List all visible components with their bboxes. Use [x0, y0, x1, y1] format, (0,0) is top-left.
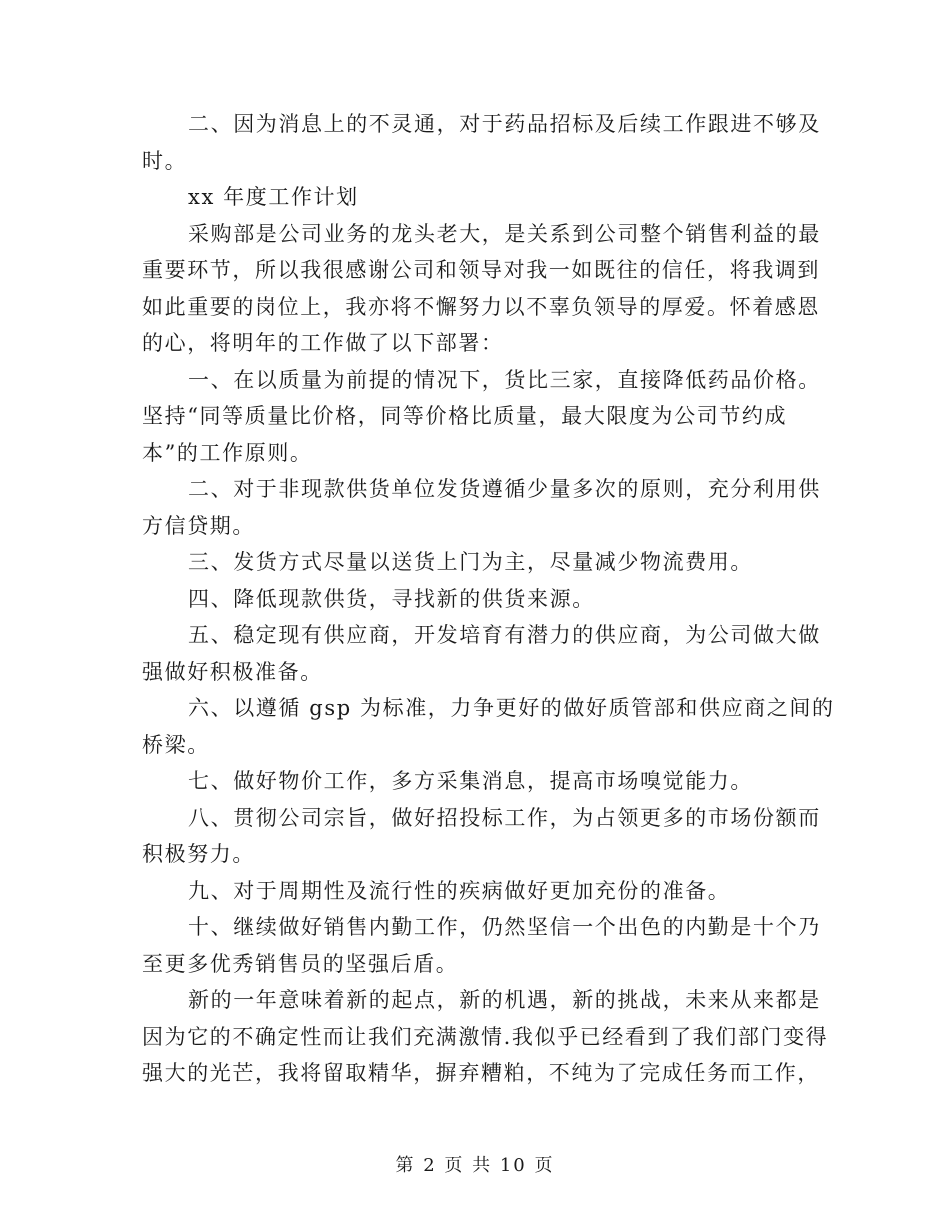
text-line: 至更多优秀销售员的坚强后盾。 [142, 951, 459, 976]
text-line: 三、发货方式尽量以送货上门为主，尽量减少物流费用。 [188, 550, 753, 574]
text-line: 桥梁。 [142, 732, 210, 757]
text-line: 的心，将明年的工作做了以下部署： [142, 331, 504, 355]
text-line: 因为它的不确定性而让我们充满激情.我似乎已经看到了我们部门变得 [142, 1024, 829, 1049]
text-line: 本”的工作原则。 [142, 440, 313, 465]
text-line: 九、对于周期性及流行性的疾病做好更加充份的准备。 [188, 878, 731, 903]
text-line: 坚持“同等质量比价格，同等价格比质量，最大限度为公司节约成 [142, 404, 788, 428]
text-line: 二、对于非现款供货单位发货遵循少量多次的原则，充分利用供 [188, 477, 821, 501]
text-line: 五、稳定现有供应商，开发培育有潜力的供应商，为公司做大做 [188, 623, 821, 647]
text-line: 四、降低现款供货，寻找新的供货来源。 [188, 586, 595, 611]
text-line: 采购部是公司业务的龙头老大，是关系到公司整个销售利益的最 [188, 221, 821, 246]
text-line: 一、在以质量为前提的情况下，货比三家，直接降低药品价格。 [188, 367, 821, 392]
text-line: 时。 [142, 148, 188, 173]
text-line: 强做好积极准备。 [142, 659, 323, 684]
text-line: 八、贯彻公司宗旨，做好招投标工作，为占领更多的市场份额而 [188, 805, 821, 830]
text-line: 强大的光芒，我将留取精华，摒弃糟粕，不纯为了完成任务而工作， [142, 1061, 820, 1085]
text-line: 方信贷期。 [142, 513, 255, 538]
text-line: 二、因为消息上的不灵通，对于药品招标及后续工作跟进不够及 [188, 112, 821, 136]
document-body [142, 106, 835, 1092]
page-footer: 第 2 页 共 10 页 [395, 1155, 555, 1176]
text-line: xx 年度工作计划 [188, 185, 359, 209]
text-line: 新的一年意味着新的起点，新的机遇，新的挑战，未来从来都是 [188, 988, 821, 1012]
text-line: 重要环节，所以我很感谢公司和领导对我一如既往的信任，将我调到 [142, 258, 820, 282]
text-line: 七、做好物价工作，多方采集消息，提高市场嗅觉能力。 [188, 769, 753, 793]
text-line: 积极努力。 [142, 842, 255, 866]
text-line: 十、继续做好销售内勤工作，仍然坚信一个出色的内勤是十个乃 [188, 915, 821, 939]
text-line: 六、以遵循 gsp 为标准，力争更好的做好质管部和供应商之间的 [188, 696, 835, 720]
text-line: 如此重要的岗位上，我亦将不懈努力以不辜负领导的厚爱。怀着感恩 [142, 294, 820, 319]
